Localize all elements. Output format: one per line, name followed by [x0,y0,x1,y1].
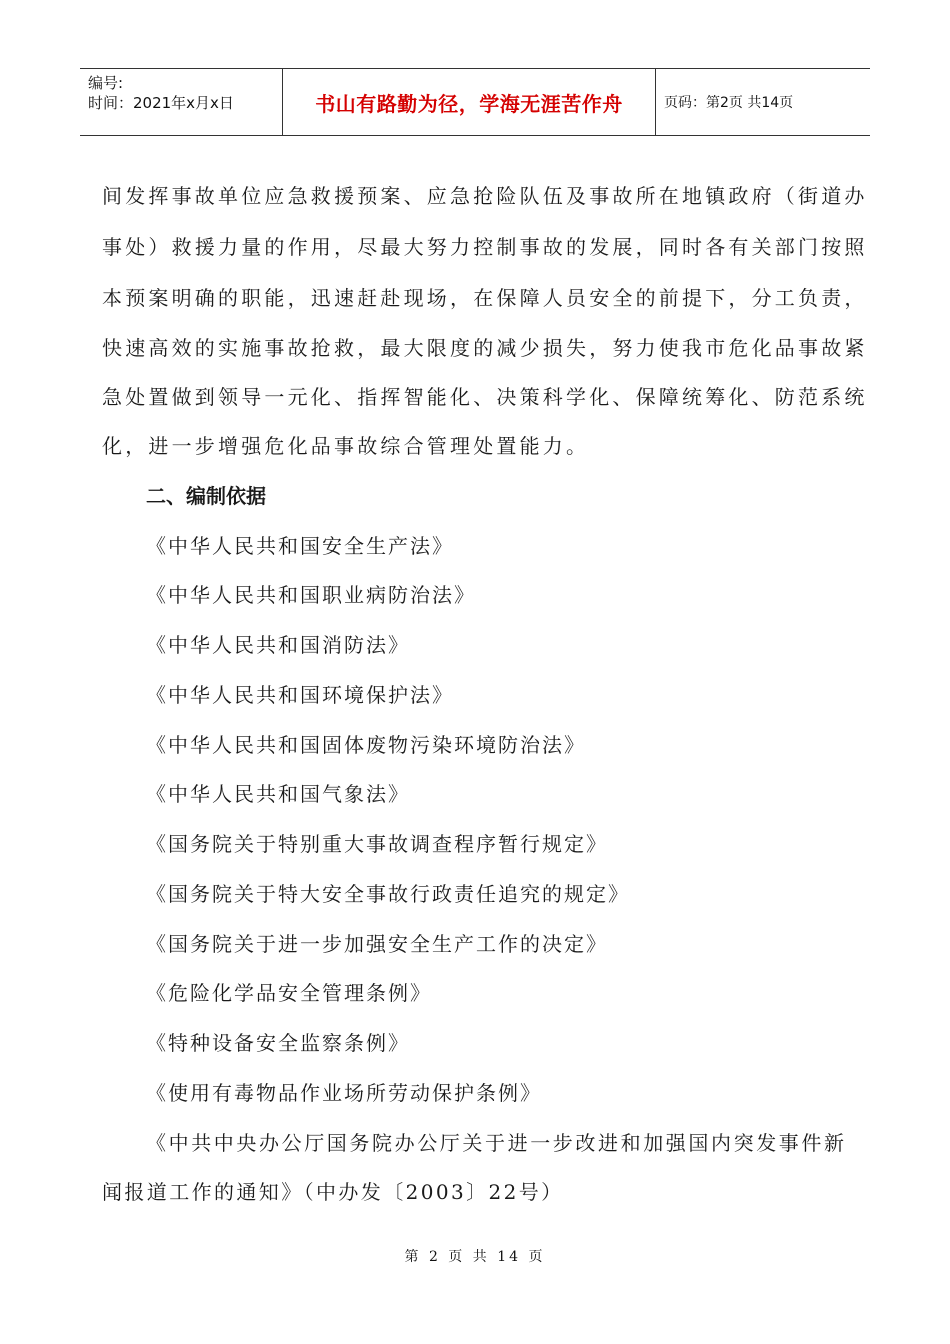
header-page-info: 页码：第2页 共14页 [664,95,794,111]
law-item: 《危险化学品安全管理条例》 [146,981,432,1005]
header-motto: 书山有路勤为径，学海无涯苦作舟 [283,69,656,135]
law-item: 《中华人民共和国气象法》 [146,782,410,806]
code-label: 编号: [88,74,124,92]
page-footer: 第 2 页 共 14 页 [404,1249,546,1265]
law-item: 《国务院关于特大安全事故行政责任追究的规定》 [146,882,630,906]
law-item: 《中华人民共和国安全生产法》 [146,534,454,558]
law-item-continued: 闻报道工作的通知》（中办发〔2003〕22号） [102,1180,564,1204]
paragraph-line: 事处）救援力量的作用，尽最大努力控制事故的发展，同时各有关部门按照 [102,235,868,259]
law-item: 《国务院关于进一步加强安全生产工作的决定》 [146,932,608,956]
law-item: 《特种设备安全监察条例》 [146,1031,410,1055]
time-label: 时间：2021年x月x日 [88,94,234,112]
paragraph-line: 急处置做到领导一元化、指挥智能化、决策科学化、保障统筹化、防范系统 [102,385,868,409]
law-item: 《中华人民共和国固体废物污染环境防治法》 [146,733,586,757]
paragraph-line: 本预案明确的职能，迅速赶赴现场，在保障人员安全的前提下，分工负责， [102,286,868,310]
section-heading: 二、编制依据 [146,484,266,508]
law-item: 《国务院关于特别重大事故调查程序暂行规定》 [146,832,608,856]
law-item: 《中华人民共和国职业病防治法》 [146,583,476,607]
law-item: 《使用有毒物品作业场所劳动保护条例》 [146,1081,542,1105]
law-item: 《中华人民共和国消防法》 [146,633,410,657]
law-item: 《中华人民共和国环境保护法》 [146,683,454,707]
law-item: 《中共中央办公厅国务院办公厅关于进一步改进和加强国内突发事件新 [146,1131,847,1155]
page-header [80,68,870,136]
paragraph-line: 化，进一步增强危化品事故综合管理处置能力。 [102,434,590,458]
header-meta [80,69,283,135]
paragraph-line: 快速高效的实施事故抢救，最大限度的减少损失，努力使我市危化品事故紧 [102,336,868,360]
paragraph-line: 间发挥事故单位应急救援预案、应急抢险队伍及事故所在地镇政府（街道办 [102,184,868,208]
